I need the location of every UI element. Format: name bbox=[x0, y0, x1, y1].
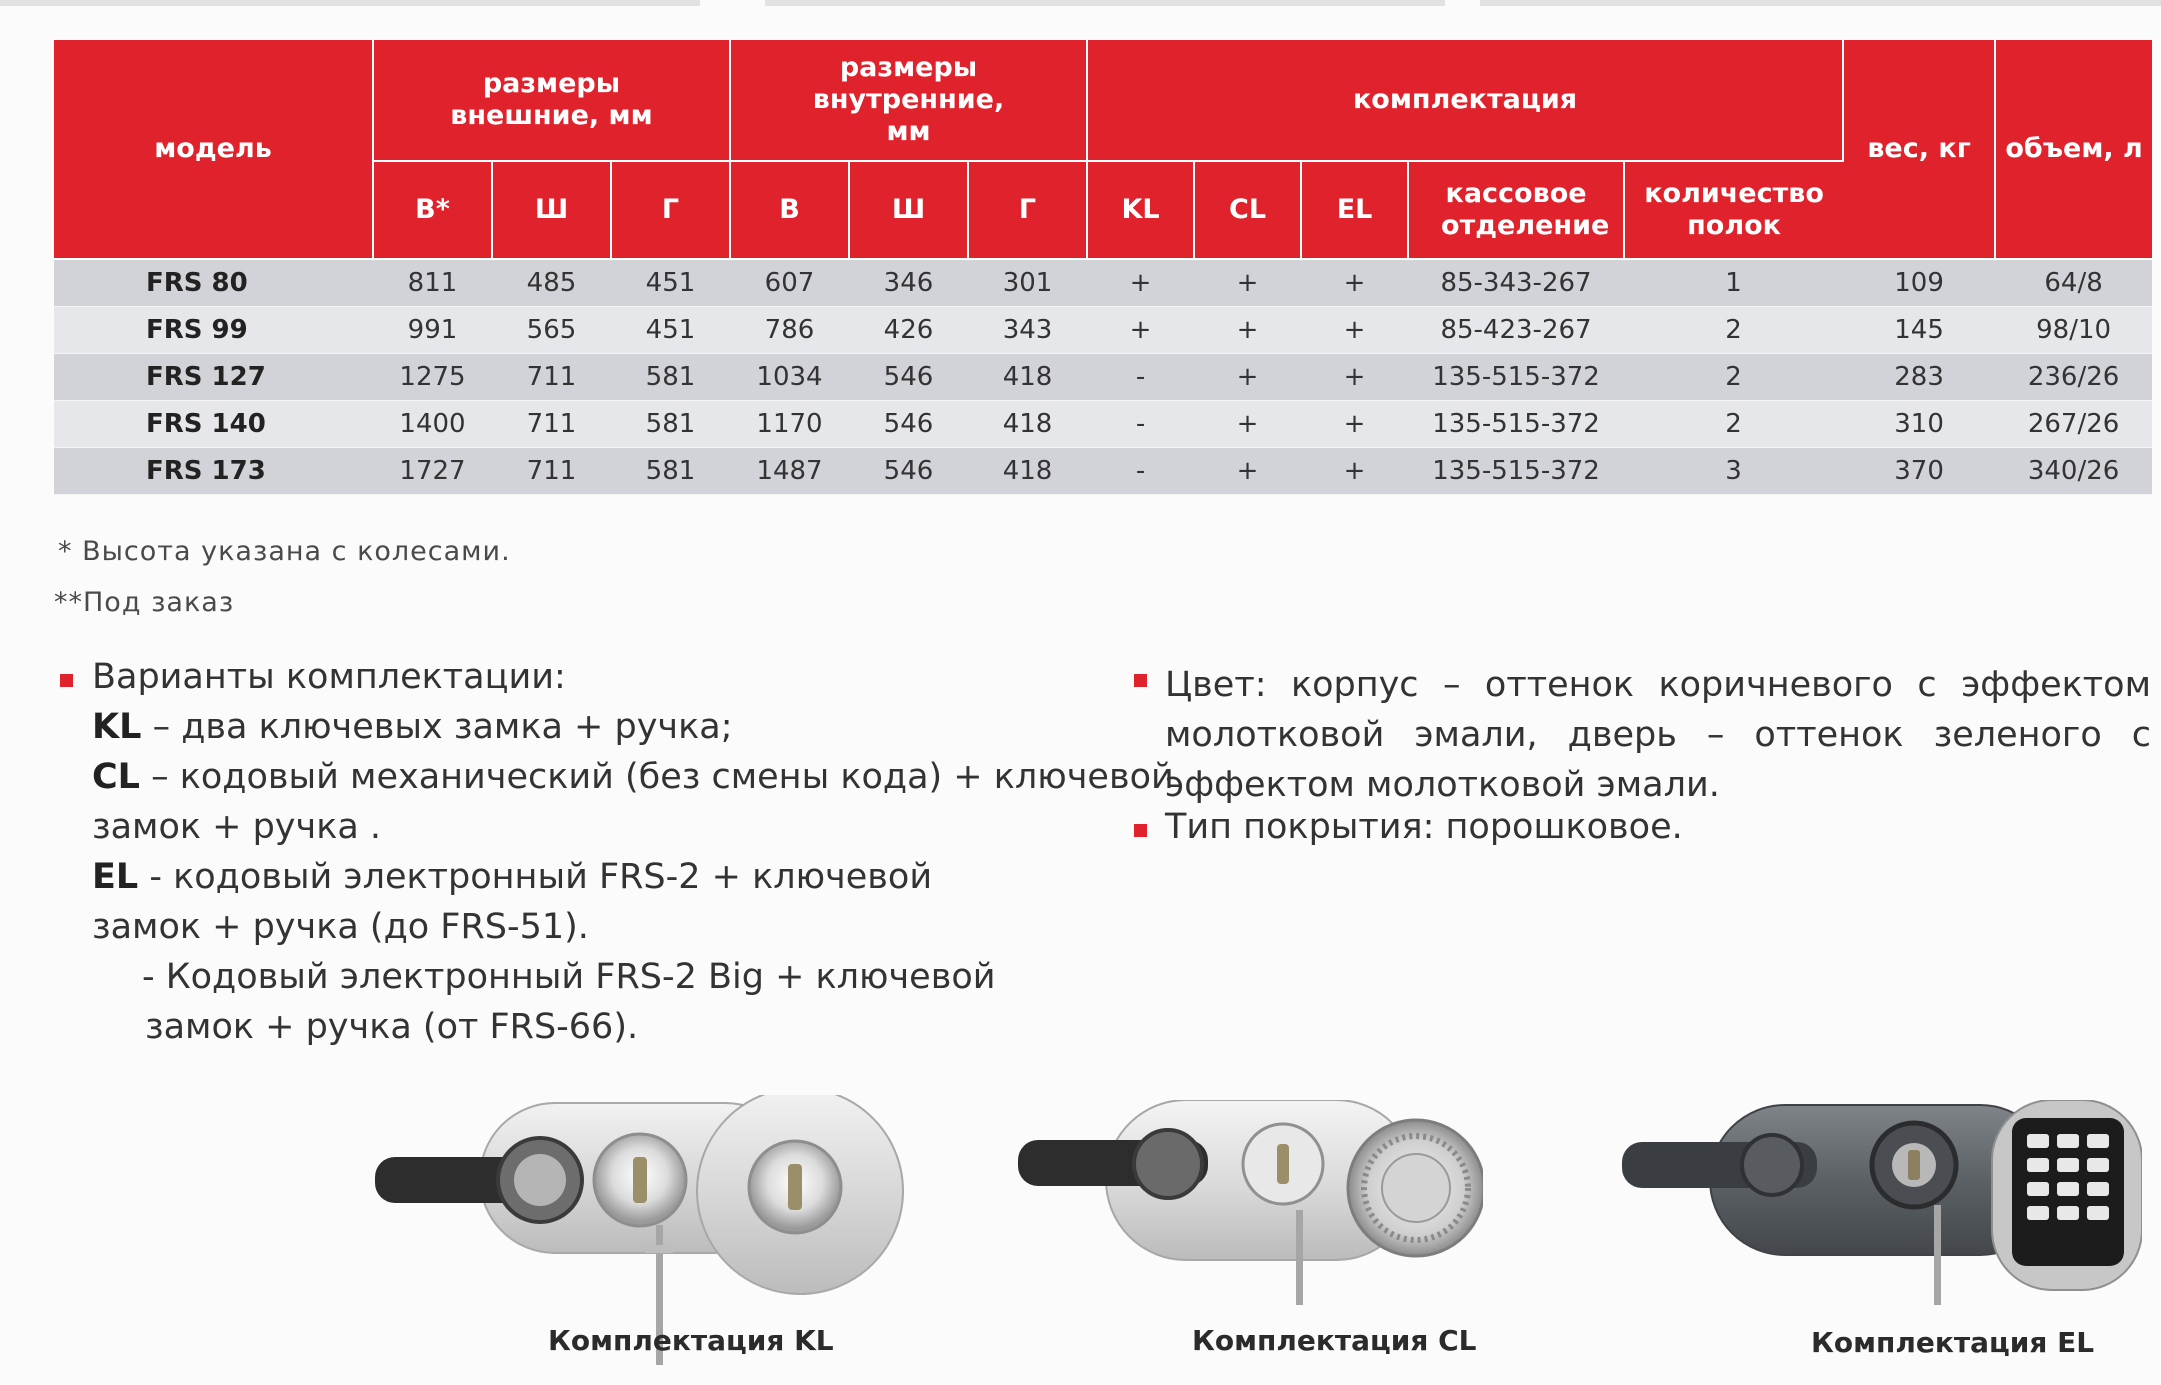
cell: 236/26 bbox=[1995, 354, 2152, 401]
cell: 2 bbox=[1624, 307, 1843, 354]
cell: 283 bbox=[1843, 354, 1995, 401]
header-cash-compartment bbox=[1408, 161, 1624, 259]
cell: + bbox=[1194, 354, 1301, 401]
cell: 370 bbox=[1843, 448, 1995, 495]
cell: 135-515-372 bbox=[1408, 448, 1624, 495]
cell: + bbox=[1087, 259, 1194, 307]
cell-model: FRS 99 bbox=[54, 307, 373, 354]
bullet-icon bbox=[60, 674, 73, 687]
cell: 64/8 bbox=[1995, 259, 2152, 307]
cell: + bbox=[1194, 259, 1301, 307]
cell-model: FRS 80 bbox=[54, 259, 373, 307]
header-model: модель bbox=[54, 40, 373, 259]
cell: - bbox=[1087, 448, 1194, 495]
cell: 426 bbox=[849, 307, 968, 354]
cell: 145 bbox=[1843, 307, 1995, 354]
header-outer-height: В* bbox=[373, 161, 492, 259]
caption-cl: Комплектация CL bbox=[1192, 1324, 1477, 1357]
cell: 786 bbox=[730, 307, 849, 354]
cell: 811 bbox=[373, 259, 492, 307]
header-outer-depth: Г bbox=[611, 161, 730, 259]
cell: 301 bbox=[968, 259, 1087, 307]
spec-table bbox=[54, 40, 2152, 495]
cell: 451 bbox=[611, 259, 730, 307]
option-cl-continued: замок + ручка . bbox=[92, 807, 382, 847]
cell: 451 bbox=[611, 307, 730, 354]
option-el-big-continued: замок + ручка (от FRS-66). bbox=[145, 1007, 639, 1047]
header-inner-width: Ш bbox=[849, 161, 968, 259]
cell-model: FRS 173 bbox=[54, 448, 373, 495]
cell: 546 bbox=[849, 354, 968, 401]
header-outer-size-label: размеры внешние, мм bbox=[450, 68, 653, 131]
cell-model: FRS 127 bbox=[54, 354, 373, 401]
option-kl bbox=[92, 702, 733, 752]
cell: + bbox=[1301, 401, 1408, 448]
cell: 581 bbox=[611, 448, 730, 495]
header-cl: CL bbox=[1194, 161, 1301, 259]
header-kl: KL bbox=[1087, 161, 1194, 259]
caption-el: Комплектация EL bbox=[1811, 1326, 2095, 1359]
cell: 581 bbox=[611, 354, 730, 401]
cell: 135-515-372 bbox=[1408, 401, 1624, 448]
header-inner-depth: Г bbox=[968, 161, 1087, 259]
header-outer-size bbox=[373, 40, 730, 161]
cell: 991 bbox=[373, 307, 492, 354]
cell: 343 bbox=[968, 307, 1087, 354]
cell: 1400 bbox=[373, 401, 492, 448]
header-weight: вес, кг bbox=[1843, 40, 1995, 259]
cell: 3 bbox=[1624, 448, 1843, 495]
cell: 85-343-267 bbox=[1408, 259, 1624, 307]
cell: + bbox=[1301, 259, 1408, 307]
note-order: **Под заказ bbox=[54, 587, 235, 618]
lock-el-image bbox=[1622, 1100, 2142, 1315]
cell: 711 bbox=[492, 354, 611, 401]
lock-cl-image bbox=[1018, 1100, 1483, 1310]
cell: - bbox=[1087, 401, 1194, 448]
option-el bbox=[92, 852, 932, 902]
header-shelves bbox=[1624, 161, 1843, 259]
header-el: EL bbox=[1301, 161, 1408, 259]
cell: 418 bbox=[968, 354, 1087, 401]
cell: 418 bbox=[968, 401, 1087, 448]
cell: + bbox=[1194, 448, 1301, 495]
option-kl-text: – два ключевых замка + ручка; bbox=[141, 707, 733, 747]
option-el-code: EL bbox=[92, 857, 139, 897]
cell: 1275 bbox=[373, 354, 492, 401]
table-row bbox=[54, 259, 2152, 307]
header-cash-compartment-label: кассовое отделение bbox=[1441, 178, 1610, 241]
cell: 485 bbox=[492, 259, 611, 307]
cell: 1034 bbox=[730, 354, 849, 401]
caption-kl: Комплектация KL bbox=[548, 1324, 834, 1357]
header-volume: объем, л bbox=[1995, 40, 2152, 259]
cell: 565 bbox=[492, 307, 611, 354]
cell: 109 bbox=[1843, 259, 1995, 307]
cell: - bbox=[1087, 354, 1194, 401]
cell: + bbox=[1301, 307, 1408, 354]
bullet-icon bbox=[1134, 824, 1147, 837]
cell: 85-423-267 bbox=[1408, 307, 1624, 354]
header-shelves-label: количество полок bbox=[1644, 178, 1824, 241]
cell: 98/10 bbox=[1995, 307, 2152, 354]
options-title: Варианты комплектации: bbox=[92, 657, 566, 697]
header-inner-size bbox=[730, 40, 1087, 161]
cell: 546 bbox=[849, 448, 968, 495]
table-row bbox=[54, 401, 2152, 448]
cell: 418 bbox=[968, 448, 1087, 495]
header-equipment: комплектация bbox=[1087, 40, 1843, 161]
option-el-big: - Кодовый электронный FRS-2 Big + ключевой bbox=[142, 957, 996, 997]
header-outer-width: Ш bbox=[492, 161, 611, 259]
cell: 1727 bbox=[373, 448, 492, 495]
table-row bbox=[54, 448, 2152, 495]
option-cl-text: – кодовый механический (без смены кода) + ключевой bbox=[140, 757, 1174, 797]
note-height: * Высота указана с колесами. bbox=[58, 536, 511, 567]
bullet-icon bbox=[1134, 674, 1147, 687]
cell: 2 bbox=[1624, 354, 1843, 401]
option-el-continued: замок + ручка (до FRS-51). bbox=[92, 907, 589, 947]
cell: 346 bbox=[849, 259, 968, 307]
cell: 135-515-372 bbox=[1408, 354, 1624, 401]
option-el-text: - кодовый электронный FRS-2 + ключевой bbox=[138, 857, 933, 897]
cell: 340/26 bbox=[1995, 448, 2152, 495]
cell: + bbox=[1301, 448, 1408, 495]
table-row bbox=[54, 354, 2152, 401]
cell: 581 bbox=[611, 401, 730, 448]
cell: 711 bbox=[492, 401, 611, 448]
cell: 1487 bbox=[730, 448, 849, 495]
cell: 267/26 bbox=[1995, 401, 2152, 448]
cell: + bbox=[1194, 307, 1301, 354]
cell: 1170 bbox=[730, 401, 849, 448]
cell: 1 bbox=[1624, 259, 1843, 307]
option-cl bbox=[92, 752, 1174, 802]
cell: 607 bbox=[730, 259, 849, 307]
option-cl-code: CL bbox=[92, 757, 140, 797]
option-kl-code: KL bbox=[92, 707, 142, 747]
cell: 2 bbox=[1624, 401, 1843, 448]
color-description: Цвет: корпус – оттенок коричневого с эффектом молотковой эмали, дверь – оттенок зеленого с эффектом молотковой эмали. bbox=[1165, 665, 2151, 805]
cell: + bbox=[1301, 354, 1408, 401]
cell: + bbox=[1194, 401, 1301, 448]
cell: 711 bbox=[492, 448, 611, 495]
cell: 546 bbox=[849, 401, 968, 448]
header-inner-height: В bbox=[730, 161, 849, 259]
cell: 310 bbox=[1843, 401, 1995, 448]
header-inner-size-label: размеры внутренние, мм bbox=[812, 52, 1005, 147]
top-strip bbox=[0, 0, 2161, 8]
coating-description: Тип покрытия: порошковое. bbox=[1165, 807, 1683, 847]
table-row bbox=[54, 307, 2152, 354]
cell-model: FRS 140 bbox=[54, 401, 373, 448]
cell: + bbox=[1087, 307, 1194, 354]
